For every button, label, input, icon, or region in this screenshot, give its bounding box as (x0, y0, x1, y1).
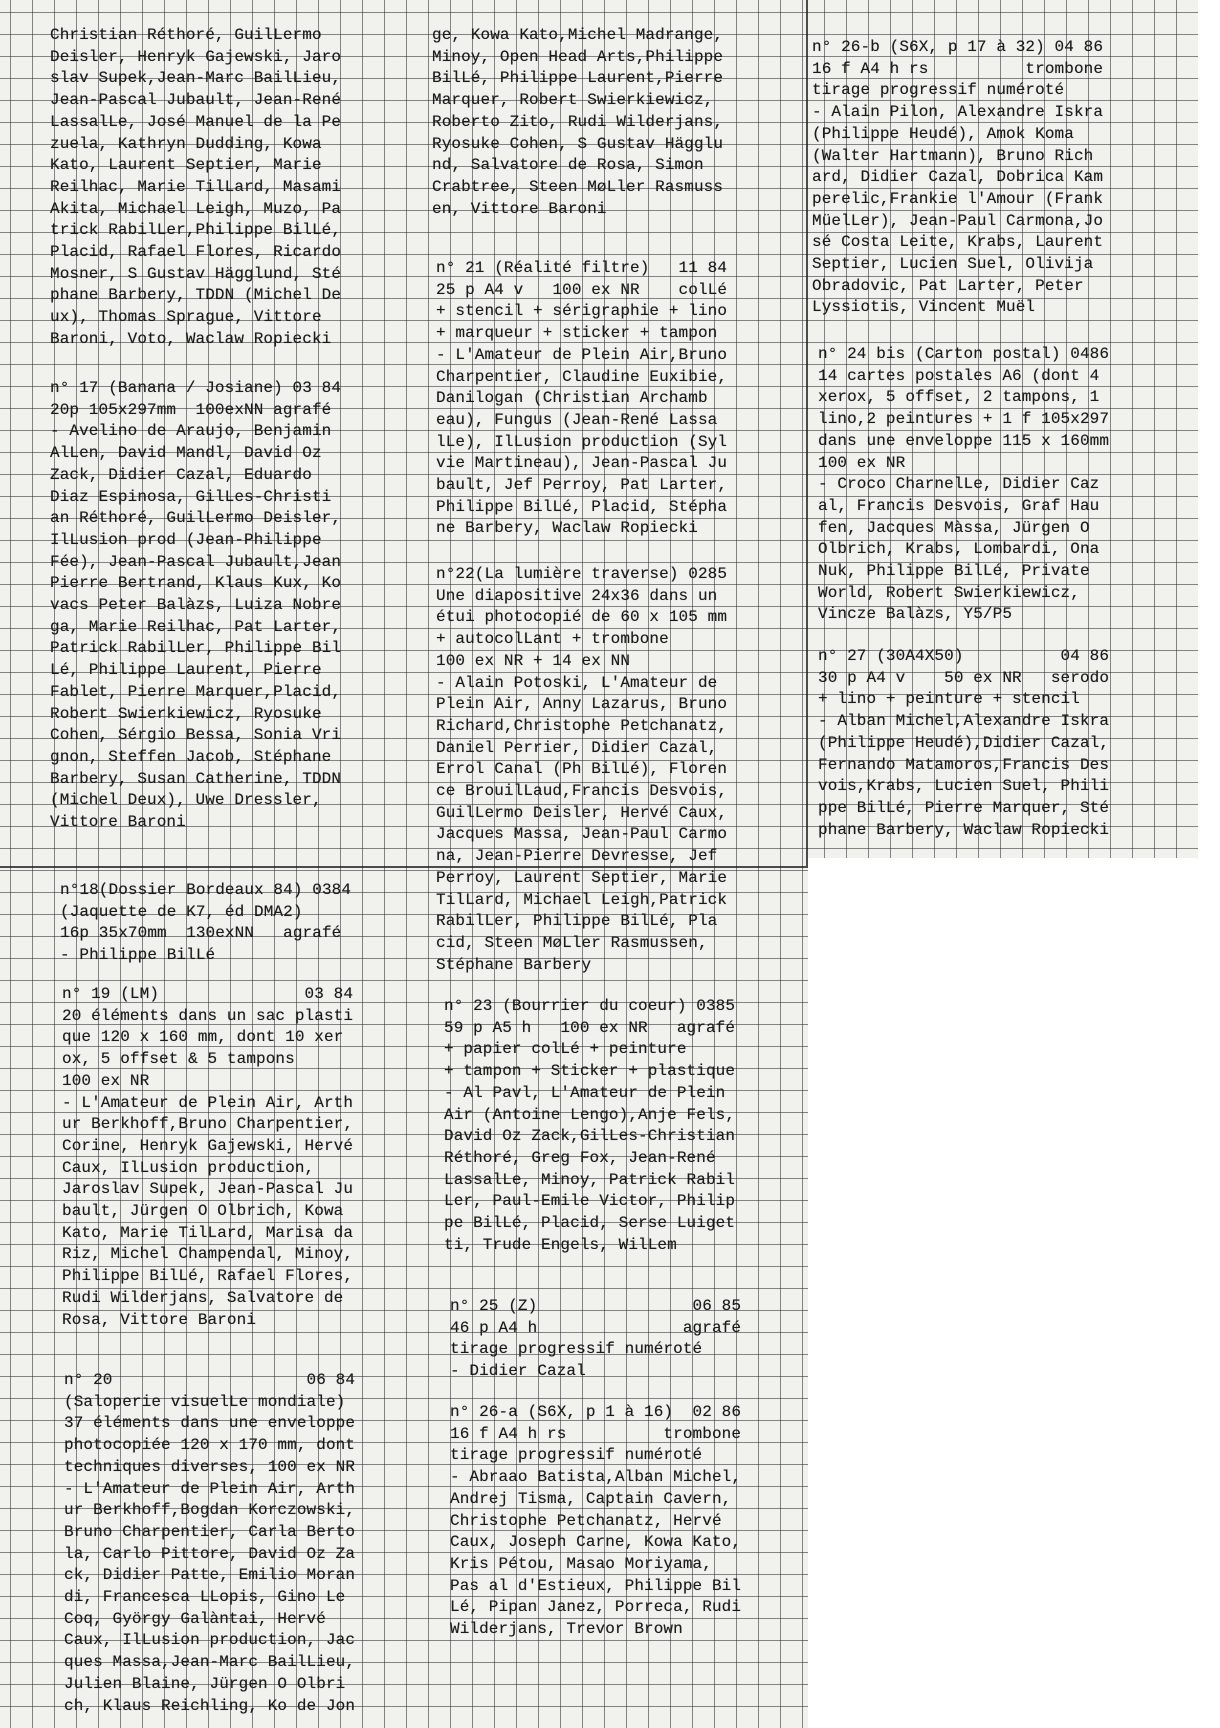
text-line: Deisler, Henryk Gajewski, Jaro (50, 47, 342, 66)
text-line: n°18(Dossier Bordeaux 84) 0384 (60, 881, 352, 899)
entry-n20 (64, 1370, 355, 1717)
text-line: phane Barbery, TDDN (Michel De (50, 286, 342, 305)
text-line: Une diapositive 24x36 dans un (436, 586, 718, 605)
text-line: Rudi Wilderjans, Salvatore de (62, 1288, 344, 1307)
text-line: - Didier Cazal (450, 1362, 586, 1381)
text-line: 16 f A4 h rs trombone (812, 59, 1104, 78)
text-line: étui photocopié de 60 x 105 mm (436, 608, 728, 627)
text-line: Errol Canal (Ph BilLé), Floren (436, 760, 728, 779)
text-line: Air (Antoine Lengo),Anje Fels, (444, 1105, 736, 1124)
text-line: Fée), Jean-Pascal Jubault,Jean (50, 552, 342, 571)
text-line: sé Costa Leite, Krabs, Laurent (812, 233, 1104, 252)
text-line: - Alain Pilon, Alexandre Iskra (812, 103, 1104, 122)
text-line: Diaz Espinosa, GilLes-Christi (50, 487, 332, 506)
text-line: 37 éléments dans une enveloppe (64, 1414, 356, 1433)
text-line: pe BilLé, Placid, Serse Luiget (444, 1214, 736, 1233)
text-line: n°22(La lumière traverse) 0285 (436, 565, 728, 583)
uncovered-edge (1198, 0, 1220, 858)
text-line: n° 19 (LM) 03 84 (62, 985, 354, 1003)
text-line: al, Francis Desvois, Graf Hau (818, 496, 1100, 515)
text-line: Julien Blaine, Jürgen O Olbri (64, 1674, 346, 1693)
text-line: Septier, Lucien Suel, Olivija (812, 255, 1094, 274)
text-line: Patrick RabilLer, Philippe Bil (50, 639, 342, 658)
text-line: Ler, Paul-Emile Victor, Philip (444, 1192, 736, 1211)
text-line: AlLen, David Mandl, David Oz (50, 444, 322, 463)
text-line: tirage progressif numéroté (450, 1446, 703, 1465)
text-line: + marqueur + sticker + tampon (436, 324, 718, 343)
text-line: 14 cartes postales A6 (dont 4 (818, 366, 1100, 385)
text-line: Pas al d'Estieux, Philippe Bil (450, 1576, 742, 1595)
entry-n26b (812, 37, 1103, 319)
text-line: Lyssiotis, Vincent Muël (812, 298, 1036, 317)
text-line: (Saloperie visuelLe mondiale) (64, 1392, 346, 1411)
text-line: di, Francesca LLopis, Gino Le (64, 1588, 346, 1607)
text-line: Roberto Zito, Rudi Wilderjans, (432, 112, 724, 131)
text-line: (Jaquette de K7, éd DMA2) (60, 902, 303, 921)
text-line: Coq, György Galàntai, Hervé (64, 1609, 326, 1628)
text-line: - L'Amateur de Plein Air,Bruno (436, 345, 728, 364)
text-line: Mosner, S Gustav Hägglund, Sté (50, 264, 342, 283)
text-line: ard, Didier Cazal, Dobrica Kam (812, 168, 1104, 187)
text-line: photocopiée 120 x 170 mm, dont (64, 1436, 356, 1455)
text-line: RabilLer, Philippe BilLé, Pla (436, 912, 718, 931)
text-line: 30 p A4 v 50 ex NR serodo (818, 668, 1110, 687)
text-line: dans une enveloppe 115 x 160mm (818, 431, 1110, 450)
text-line: (Philippe Heudé), Amok Koma (812, 124, 1074, 143)
text-line: - Abraao Batista,Alban Michel, (450, 1468, 742, 1487)
text-line: 16p 35x70mm 130exNN agrafé (60, 924, 342, 943)
text-line: gnon, Steffen Jacob, Stéphane (50, 747, 332, 766)
text-line: ch, Klaus Reichling, Ko de Jon (64, 1696, 356, 1715)
text-line: Riz, Michel Champendal, Minoy, (62, 1245, 354, 1264)
text-line: techniques diverses, 100 ex NR (64, 1457, 356, 1476)
text-line: Christophe Petchanatz, Hervé (450, 1511, 722, 1530)
text-line: lino,2 peintures + 1 f 105x297 (818, 410, 1110, 429)
text-line: vacs Peter Balàzs, Luiza Nobre (50, 596, 342, 615)
text-line: - Alain Potoski, L'Amateur de (436, 673, 718, 692)
text-line: 16 f A4 h rs trombone (450, 1424, 742, 1443)
text-line: ur Berkhoff,Bruno Charpentier, (62, 1115, 354, 1134)
text-line: n° 21 (Réalité filtre) 11 84 (436, 259, 728, 277)
text-line: Caux, IlLusion production, Jac (64, 1631, 356, 1650)
text-line: zuela, Kathryn Dudding, Kowa (50, 134, 322, 153)
text-line: + papier colLé + peinture (444, 1040, 687, 1059)
text-line: - Philippe BilLé (60, 946, 216, 965)
text-line: Jaroslav Supek, Jean-Pascal Ju (62, 1180, 354, 1199)
text-line: LassalLe, Minoy, Patrick Rabil (444, 1170, 736, 1189)
text-line: 20p 105x297mm 100exNN agrafé (50, 400, 332, 419)
text-line: 100 ex NR (818, 453, 906, 472)
entry-n18 (60, 880, 351, 967)
text-line: n° 17 (Banana / Josiane) 03 84 (50, 379, 342, 397)
text-line: trick RabilLer,Philippe BilLé, (50, 221, 342, 240)
text-line: Barbery, Susan Catherine, TDDN (50, 769, 342, 788)
text-line: Caux, IlLusion production, (62, 1158, 315, 1177)
text-line: Olbrich, Krabs, Lombardi, Ona (818, 540, 1100, 559)
text-line: + stencil + sérigraphie + lino (436, 302, 728, 321)
text-line: - Al Pavl, L'Amateur de Plein (444, 1083, 726, 1102)
text-line: bault, Jef Perroy, Pat Larter, (436, 476, 728, 495)
entry-n21 (436, 258, 727, 540)
text-line: Caux, Joseph Carne, Kowa Kato, (450, 1533, 742, 1552)
text-line: n° 26-b (S6X, p 17 à 32) 04 86 (812, 38, 1104, 56)
text-line: Charpentier, Claudine Euxibie, (436, 367, 728, 386)
text-line: Kato, Marie TilLard, Marisa da (62, 1223, 354, 1242)
text-line: Daniel Perrier, Didier Cazal, (436, 738, 718, 757)
paste-seam (806, 0, 808, 868)
text-line: Akita, Michael Leigh, Muzo, Pa (50, 199, 342, 218)
text-line: n° 20 06 84 (64, 1371, 356, 1389)
text-line: na, Jean-Pierre Devresse, Jef (436, 847, 718, 866)
text-line: Zack, Didier Cazal, Eduardo (50, 465, 312, 484)
text-line: lLe), IlLusion production (Syl (436, 432, 728, 451)
text-line: n° 26-a (S6X, p 1 à 16) 02 86 (450, 1403, 742, 1421)
text-line: ge, Kowa Kato,Michel Madrange, (432, 26, 724, 44)
text-line: (Philippe Heudé),Didier Cazal, (818, 733, 1110, 752)
text-line: ox, 5 offset & 5 tampons (62, 1050, 295, 1069)
text-line: Plein Air, Anny Lazarus, Bruno (436, 695, 728, 714)
text-line: ux), Thomas Sprague, Vittore (50, 308, 322, 327)
text-line: Philippe BilLé, Rafael Flores, (62, 1267, 354, 1286)
text-line: Corine, Henryk Gajewski, Hervé (62, 1136, 354, 1155)
text-line: + tampon + Sticker + plastique (444, 1062, 736, 1081)
entry-n19 (62, 984, 353, 1331)
text-line: Jacques Massa, Jean-Paul Carmo (436, 825, 728, 844)
text-line: Vincze Balàzs, Y5/P5 (818, 605, 1013, 624)
text-line: Richard,Christophe Petchanatz, (436, 716, 728, 735)
text-line: - L'Amateur de Plein Air, Arth (62, 1093, 354, 1112)
text-line: Placid, Rafael Flores, Ricardo (50, 243, 342, 262)
text-line: n° 25 (Z) 06 85 (450, 1297, 742, 1315)
text-line: ne Barbery, Waclaw Ropiecki (436, 519, 698, 538)
text-line: Pierre Bertrand, Klaus Kux, Ko (50, 574, 342, 593)
text-line: tirage progressif numéroté (450, 1340, 703, 1359)
text-line: + lino + peinture + stencil (818, 690, 1080, 709)
text-line: n° 27 (30A4X50) 04 86 (818, 647, 1110, 665)
text-line: Fernando Matamoros,Francis Des (818, 755, 1110, 774)
text-line: ppe BilLé, Pierre Marquer, Sté (818, 798, 1110, 817)
text-line: Rosa, Vittore Baroni (62, 1310, 257, 1329)
text-line: ce BrouilLaud,Francis Desvois, (436, 782, 728, 801)
text-line: xerox, 5 offset, 2 tampons, 1 (818, 388, 1100, 407)
text-line: 59 p A5 h 100 ex NR agrafé (444, 1018, 736, 1037)
text-line: fen, Jacques Màssa, Jürgen O (818, 518, 1090, 537)
text-line: Kris Pétou, Masao Moriyama, (450, 1554, 712, 1573)
text-line: Andrej Tisma, Captain Cavern, (450, 1489, 732, 1508)
text-line: + autocolLant + trombone (436, 630, 669, 649)
text-line: phane Barbery, Waclaw Ropiecki (818, 820, 1110, 839)
text-line: 100 ex NR + 14 ex NN (436, 651, 631, 670)
text-line: Kato, Laurent Septier, Marie (50, 156, 322, 175)
text-line: (Walter Hartmann), Bruno Rich (812, 146, 1094, 165)
text-line: la, Carlo Pittore, David Oz Za (64, 1544, 356, 1563)
entry-n23 (444, 996, 735, 1256)
text-line: Jean-Pascal Jubault, Jean-René (50, 91, 342, 110)
text-line: bault, Jürgen O Olbrich, Kowa (62, 1202, 344, 1221)
text-line: Cohen, Sérgio Bessa, Sonia Vri (50, 726, 342, 745)
text-line: Baroni, Voto, Waclaw Ropiecki (50, 329, 332, 348)
text-line: TilLard, Michael Leigh,Patrick (436, 890, 728, 909)
text-line: 100 ex NR (62, 1071, 150, 1090)
text-line: n° 24 bis (Carton postal) 0486 (818, 345, 1110, 363)
text-line: vie Martineau), Jean-Pascal Ju (436, 454, 728, 473)
text-line: Robert Swierkiewicz, Ryosuke (50, 704, 322, 723)
text-line: MüelLer), Jean-Paul Carmona,Jo (812, 211, 1104, 230)
text-line: Obradovic, Pat Larter, Peter (812, 276, 1084, 295)
text-line: Reilhac, Marie TilLard, Masami (50, 177, 342, 196)
text-line: Nuk, Philippe BilLé, Private (818, 562, 1090, 581)
text-line: Lé, Pipan Janez, Porreca, Rudi (450, 1598, 742, 1617)
text-line: Lé, Philippe Laurent, Pierre (50, 661, 322, 680)
text-line: an Réthoré, GuilLermo Deisler, (50, 509, 342, 528)
text-line: - L'Amateur de Plein Air, Arth (64, 1479, 356, 1498)
entry-n24bis (818, 344, 1109, 626)
entry-n17 (50, 378, 341, 834)
entry-col2-top (432, 25, 723, 220)
uncovered-area (808, 858, 1220, 1728)
text-line: en, Vittore Baroni (432, 199, 607, 218)
text-line: Vittore Baroni (50, 813, 186, 832)
text-line: ur Berkhoff,Bogdan Korczowski, (64, 1501, 356, 1520)
text-line: World, Robert Swierkiewicz, (818, 583, 1080, 602)
text-line: Philippe BilLé, Placid, Stépha (436, 497, 728, 516)
text-line: Minoy, Open Head Arts,Philippe (432, 47, 724, 66)
entry-col1-top (50, 25, 341, 351)
text-line: (Michel Deux), Uwe Dressler, (50, 791, 322, 810)
text-line: Ryosuke Cohen, S Gustav Hägglu (432, 134, 724, 153)
text-line: IlLusion prod (Jean-Philippe (50, 530, 322, 549)
text-line: Perroy, Laurent Septier, Marie (436, 868, 728, 887)
entry-n26a (450, 1402, 741, 1641)
text-line: tirage progressif numéroté (812, 81, 1065, 100)
text-line: GuilLermo Deisler, Hervé Caux, (436, 803, 728, 822)
text-line: David Oz Zack,GilLes-Christian (444, 1127, 736, 1146)
text-line: vois,Krabs, Lucien Suel, Phili (818, 777, 1110, 796)
text-line: slav Supek,Jean-Marc BailLieu, (50, 69, 342, 88)
text-line: BilLé, Philippe Laurent,Pierre (432, 69, 724, 88)
text-line: Crabtree, Steen MøLler Rasmuss (432, 177, 724, 196)
text-line: ti, Trude Engels, WilLem (444, 1235, 677, 1254)
text-line: 46 p A4 h agrafé (450, 1318, 742, 1337)
text-line: Stéphane Barbery (436, 955, 592, 974)
text-line: - Croco CharnelLe, Didier Caz (818, 475, 1100, 494)
text-line: cid, Steen MøLler Rasmussen, (436, 933, 708, 952)
text-line: ques Massa,Jean-Marc BailLieu, (64, 1653, 356, 1672)
text-line: que 120 x 160 mm, dont 10 xer (62, 1028, 344, 1047)
text-line: Wilderjans, Trevor Brown (450, 1620, 683, 1639)
text-line: Christian Réthoré, GuilLermo (50, 26, 322, 44)
text-line: Réthoré, Greg Fox, Jean-René (444, 1148, 716, 1167)
text-line: - Alban Michel,Alexandre Iskra (818, 712, 1110, 731)
text-line: Bruno Charpentier, Carla Berto (64, 1522, 356, 1541)
text-line: 25 p A4 v 100 ex NR colLé (436, 280, 728, 299)
text-line: ga, Marie Reilhac, Pat Larter, (50, 617, 342, 636)
entry-n22 (436, 564, 727, 976)
text-line: 20 éléments dans un sac plasti (62, 1006, 354, 1025)
text-line: n° 23 (Bourrier du coeur) 0385 (444, 997, 736, 1015)
text-line: LassalLe, José Manuel de la Pe (50, 112, 342, 131)
text-line: nd, Salvatore de Rosa, Simon (432, 156, 704, 175)
text-line: Marquer, Robert Swierkiewicz, (432, 91, 714, 110)
text-line: Fablet, Pierre Marquer,Placid, (50, 682, 342, 701)
text-line: ck, Didier Patte, Emilio Moran (64, 1566, 356, 1585)
entry-n27 (818, 646, 1109, 841)
text-line: Danilogan (Christian Archamb (436, 389, 708, 408)
text-line: eau), Fungus (Jean-René Lassa (436, 410, 718, 429)
entry-n25 (450, 1296, 741, 1383)
text-line: - Avelino de Araujo, Benjamin (50, 422, 332, 441)
text-line: perelic,Frankie l'Amour (Frank (812, 189, 1104, 208)
